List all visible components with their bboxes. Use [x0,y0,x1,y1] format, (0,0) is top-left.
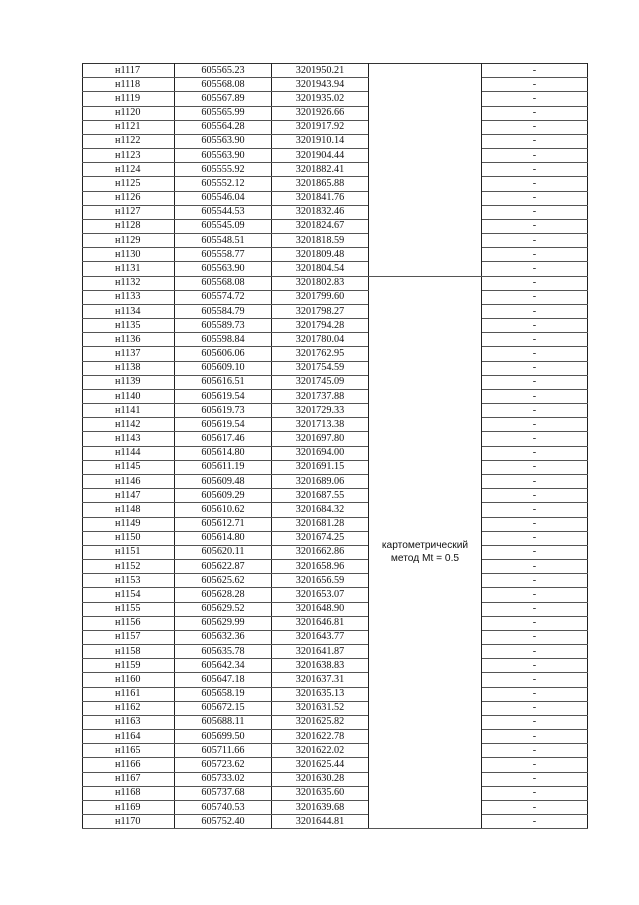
y-coordinate-cell: 3201662.86 [272,545,369,559]
y-coordinate-cell: 3201689.06 [272,474,369,488]
point-name-cell: н1170 [83,815,175,829]
x-coordinate-cell: 605564.28 [175,120,272,134]
table-row [83,276,588,290]
point-name-cell: н1143 [83,432,175,446]
note-cell: - [482,333,588,347]
note-cell: - [482,560,588,574]
y-coordinate-cell: 3201794.28 [272,319,369,333]
y-coordinate-cell: 3201635.13 [272,687,369,701]
point-name-cell: н1126 [83,191,175,205]
note-cell: - [482,205,588,219]
point-name-cell: н1167 [83,772,175,786]
x-coordinate-cell: 605558.77 [175,248,272,262]
x-coordinate-cell: 605584.79 [175,304,272,318]
y-coordinate-cell: 3201917.92 [272,120,369,134]
x-coordinate-cell: 605548.51 [175,234,272,248]
x-coordinate-cell: 605619.73 [175,404,272,418]
point-name-cell: н1120 [83,106,175,120]
note-cell: - [482,389,588,403]
x-coordinate-cell: 605620.11 [175,545,272,559]
table-row [83,149,588,163]
table-row [83,92,588,106]
x-coordinate-cell: 605688.11 [175,715,272,729]
note-cell: - [482,630,588,644]
note-cell: - [482,276,588,290]
y-coordinate-cell: 3201639.68 [272,800,369,814]
x-coordinate-cell: 605614.80 [175,531,272,545]
point-name-cell: н1119 [83,92,175,106]
point-name-cell: н1163 [83,715,175,729]
point-name-cell: н1166 [83,758,175,772]
point-name-cell: н1125 [83,177,175,191]
point-name-cell: н1149 [83,517,175,531]
x-coordinate-cell: 605606.06 [175,347,272,361]
note-cell: - [482,106,588,120]
x-coordinate-cell: 605574.72 [175,290,272,304]
note-cell: - [482,163,588,177]
x-coordinate-cell: 605647.18 [175,673,272,687]
note-cell: - [482,361,588,375]
point-name-cell: н1152 [83,560,175,574]
note-cell: - [482,191,588,205]
x-coordinate-cell: 605625.62 [175,574,272,588]
table-row [83,503,588,517]
point-name-cell: н1158 [83,645,175,659]
y-coordinate-cell: 3201832.46 [272,205,369,219]
table-row [83,744,588,758]
note-cell: - [482,616,588,630]
y-coordinate-cell: 3201625.44 [272,758,369,772]
table-row [83,602,588,616]
table-row [83,772,588,786]
x-coordinate-cell: 605544.53 [175,205,272,219]
x-coordinate-cell: 605552.12 [175,177,272,191]
table-row [83,432,588,446]
x-coordinate-cell: 605619.54 [175,418,272,432]
point-name-cell: н1155 [83,602,175,616]
note-cell: - [482,319,588,333]
point-name-cell: н1140 [83,389,175,403]
y-coordinate-cell: 3201737.88 [272,389,369,403]
table-row [83,588,588,602]
note-cell: - [482,815,588,829]
table-row [83,375,588,389]
x-coordinate-cell: 605568.08 [175,276,272,290]
y-coordinate-cell: 3201637.31 [272,673,369,687]
x-coordinate-cell: 605598.84 [175,333,272,347]
table-row [83,134,588,148]
table-row [83,418,588,432]
point-name-cell: н1122 [83,134,175,148]
y-coordinate-cell: 3201926.66 [272,106,369,120]
note-cell: - [482,786,588,800]
x-coordinate-cell: 605545.09 [175,219,272,233]
note-cell: - [482,432,588,446]
point-name-cell: н1165 [83,744,175,758]
table-row [83,815,588,829]
note-cell: - [482,418,588,432]
note-cell: - [482,474,588,488]
table-row [83,319,588,333]
note-cell: - [482,177,588,191]
x-coordinate-cell: 605622.87 [175,560,272,574]
note-cell: - [482,574,588,588]
y-coordinate-cell: 3201625.82 [272,715,369,729]
y-coordinate-cell: 3201643.77 [272,630,369,644]
note-cell: - [482,149,588,163]
table-row [83,389,588,403]
x-coordinate-cell: 605616.51 [175,375,272,389]
y-coordinate-cell: 3201635.60 [272,786,369,800]
point-name-cell: н1136 [83,333,175,347]
y-coordinate-cell: 3201697.80 [272,432,369,446]
point-name-cell: н1164 [83,730,175,744]
table-row [83,191,588,205]
y-coordinate-cell: 3201762.95 [272,347,369,361]
x-coordinate-cell: 605546.04 [175,191,272,205]
note-cell: - [482,64,588,78]
table-row [83,531,588,545]
table-row [83,163,588,177]
x-coordinate-cell: 605563.90 [175,262,272,276]
y-coordinate-cell: 3201904.44 [272,149,369,163]
point-name-cell: н1151 [83,545,175,559]
note-cell: - [482,730,588,744]
point-name-cell: н1123 [83,149,175,163]
point-name-cell: н1150 [83,531,175,545]
point-name-cell: н1157 [83,630,175,644]
table-row [83,248,588,262]
note-cell: - [482,715,588,729]
note-cell: - [482,659,588,673]
table-row [83,446,588,460]
table-row [83,730,588,744]
y-coordinate-cell: 3201674.25 [272,531,369,545]
note-cell: - [482,219,588,233]
x-coordinate-cell: 605565.99 [175,106,272,120]
x-coordinate-cell: 605589.73 [175,319,272,333]
table-row [83,347,588,361]
x-coordinate-cell: 605628.28 [175,588,272,602]
point-name-cell: н1159 [83,659,175,673]
table-row [83,687,588,701]
point-name-cell: н1134 [83,304,175,318]
point-name-cell: н1117 [83,64,175,78]
point-name-cell: н1131 [83,262,175,276]
x-coordinate-cell: 605642.34 [175,659,272,673]
point-name-cell: н1154 [83,588,175,602]
table-row [83,701,588,715]
method-cell [369,276,482,829]
x-coordinate-cell: 605563.90 [175,134,272,148]
y-coordinate-cell: 3201622.02 [272,744,369,758]
point-name-cell: н1133 [83,290,175,304]
point-name-cell: н1145 [83,460,175,474]
table-row [83,574,588,588]
note-cell: - [482,545,588,559]
y-coordinate-cell: 3201694.00 [272,446,369,460]
note-cell: - [482,290,588,304]
y-coordinate-cell: 3201818.59 [272,234,369,248]
x-coordinate-cell: 605568.08 [175,78,272,92]
y-coordinate-cell: 3201802.83 [272,276,369,290]
note-cell: - [482,262,588,276]
y-coordinate-cell: 3201684.32 [272,503,369,517]
method-label-line2: метод Mt = 0.5 [390,553,460,565]
x-coordinate-cell: 605617.46 [175,432,272,446]
y-coordinate-cell: 3201943.94 [272,78,369,92]
table-row [83,560,588,574]
table-row [83,205,588,219]
point-name-cell: н1141 [83,404,175,418]
point-name-cell: н1153 [83,574,175,588]
y-coordinate-cell: 3201798.27 [272,304,369,318]
x-coordinate-cell: 605619.54 [175,389,272,403]
y-coordinate-cell: 3201780.04 [272,333,369,347]
table-row [83,304,588,318]
table-row [83,106,588,120]
point-name-cell: н1161 [83,687,175,701]
note-cell: - [482,304,588,318]
y-coordinate-cell: 3201804.54 [272,262,369,276]
y-coordinate-cell: 3201630.28 [272,772,369,786]
note-cell: - [482,772,588,786]
note-cell: - [482,517,588,531]
x-coordinate-cell: 605699.50 [175,730,272,744]
point-name-cell: н1169 [83,800,175,814]
table-row [83,715,588,729]
table-row [83,177,588,191]
point-name-cell: н1135 [83,319,175,333]
point-name-cell: н1147 [83,489,175,503]
x-coordinate-cell: 605609.48 [175,474,272,488]
y-coordinate-cell: 3201687.55 [272,489,369,503]
table-row [83,800,588,814]
point-name-cell: н1124 [83,163,175,177]
point-name-cell: н1144 [83,446,175,460]
table-row [83,786,588,800]
note-cell: - [482,701,588,715]
table-row [83,489,588,503]
x-coordinate-cell: 605610.62 [175,503,272,517]
y-coordinate-cell: 3201641.87 [272,645,369,659]
note-cell: - [482,602,588,616]
point-name-cell: н1146 [83,474,175,488]
x-coordinate-cell: 605609.29 [175,489,272,503]
y-coordinate-cell: 3201681.28 [272,517,369,531]
y-coordinate-cell: 3201841.76 [272,191,369,205]
point-name-cell: н1162 [83,701,175,715]
table-row [83,659,588,673]
x-coordinate-cell: 605555.92 [175,163,272,177]
table-row [83,758,588,772]
table-row [83,333,588,347]
note-cell: - [482,503,588,517]
point-name-cell: н1156 [83,616,175,630]
x-coordinate-cell: 605658.19 [175,687,272,701]
point-name-cell: н1130 [83,248,175,262]
x-coordinate-cell: 605611.19 [175,460,272,474]
y-coordinate-cell: 3201865.88 [272,177,369,191]
y-coordinate-cell: 3201713.38 [272,418,369,432]
note-cell: - [482,404,588,418]
table-row [83,460,588,474]
method-label-line1: картометрический [381,540,469,552]
table-row [83,361,588,375]
table-row [83,219,588,233]
note-cell: - [482,673,588,687]
y-coordinate-cell: 3201622.78 [272,730,369,744]
point-name-cell: н1128 [83,219,175,233]
x-coordinate-cell: 605723.62 [175,758,272,772]
table-row [83,645,588,659]
x-coordinate-cell: 605752.40 [175,815,272,829]
note-cell: - [482,687,588,701]
x-coordinate-cell: 605565.23 [175,64,272,78]
x-coordinate-cell: 605740.53 [175,800,272,814]
note-cell: - [482,588,588,602]
table-row [83,517,588,531]
point-name-cell: н1168 [83,786,175,800]
note-cell: - [482,78,588,92]
table-row [83,262,588,276]
note-cell: - [482,92,588,106]
point-name-cell: н1118 [83,78,175,92]
table-row [83,64,588,78]
note-cell: - [482,758,588,772]
point-name-cell: н1121 [83,120,175,134]
point-name-cell: н1137 [83,347,175,361]
y-coordinate-cell: 3201950.21 [272,64,369,78]
note-cell: - [482,645,588,659]
y-coordinate-cell: 3201658.96 [272,560,369,574]
y-coordinate-cell: 3201638.83 [272,659,369,673]
table-row [83,120,588,134]
x-coordinate-cell: 605629.52 [175,602,272,616]
coordinates-table [82,63,588,829]
x-coordinate-cell: 605737.68 [175,786,272,800]
point-name-cell: н1127 [83,205,175,219]
note-cell: - [482,347,588,361]
table-row [83,673,588,687]
y-coordinate-cell: 3201910.14 [272,134,369,148]
x-coordinate-cell: 605629.99 [175,616,272,630]
point-name-cell: н1142 [83,418,175,432]
point-name-cell: н1160 [83,673,175,687]
x-coordinate-cell: 605563.90 [175,149,272,163]
x-coordinate-cell: 605733.02 [175,772,272,786]
note-cell: - [482,800,588,814]
note-cell: - [482,460,588,474]
note-cell: - [482,744,588,758]
y-coordinate-cell: 3201935.02 [272,92,369,106]
x-coordinate-cell: 605635.78 [175,645,272,659]
y-coordinate-cell: 3201656.59 [272,574,369,588]
note-cell: - [482,446,588,460]
x-coordinate-cell: 605609.10 [175,361,272,375]
table-row [83,404,588,418]
y-coordinate-cell: 3201745.09 [272,375,369,389]
point-name-cell: н1148 [83,503,175,517]
table-row [83,290,588,304]
x-coordinate-cell: 605711.66 [175,744,272,758]
y-coordinate-cell: 3201648.90 [272,602,369,616]
y-coordinate-cell: 3201809.48 [272,248,369,262]
y-coordinate-cell: 3201646.81 [272,616,369,630]
y-coordinate-cell: 3201644.81 [272,815,369,829]
point-name-cell: н1139 [83,375,175,389]
y-coordinate-cell: 3201799.60 [272,290,369,304]
x-coordinate-cell: 605567.89 [175,92,272,106]
y-coordinate-cell: 3201729.33 [272,404,369,418]
y-coordinate-cell: 3201754.59 [272,361,369,375]
note-cell: - [482,531,588,545]
table-row [83,545,588,559]
y-coordinate-cell: 3201653.07 [272,588,369,602]
x-coordinate-cell: 605612.71 [175,517,272,531]
y-coordinate-cell: 3201691.15 [272,460,369,474]
x-coordinate-cell: 605672.15 [175,701,272,715]
note-cell: - [482,234,588,248]
note-cell: - [482,134,588,148]
point-name-cell: н1132 [83,276,175,290]
note-cell: - [482,248,588,262]
method-cell-upper [369,64,482,277]
x-coordinate-cell: 605614.80 [175,446,272,460]
y-coordinate-cell: 3201882.41 [272,163,369,177]
coordinates-table-body [83,64,588,829]
table-row [83,630,588,644]
table-row [83,474,588,488]
table-row [83,616,588,630]
note-cell: - [482,375,588,389]
y-coordinate-cell: 3201824.67 [272,219,369,233]
point-name-cell: н1129 [83,234,175,248]
table-row [83,78,588,92]
table-row [83,234,588,248]
note-cell: - [482,120,588,134]
note-cell: - [482,489,588,503]
point-name-cell: н1138 [83,361,175,375]
x-coordinate-cell: 605632.36 [175,630,272,644]
y-coordinate-cell: 3201631.52 [272,701,369,715]
